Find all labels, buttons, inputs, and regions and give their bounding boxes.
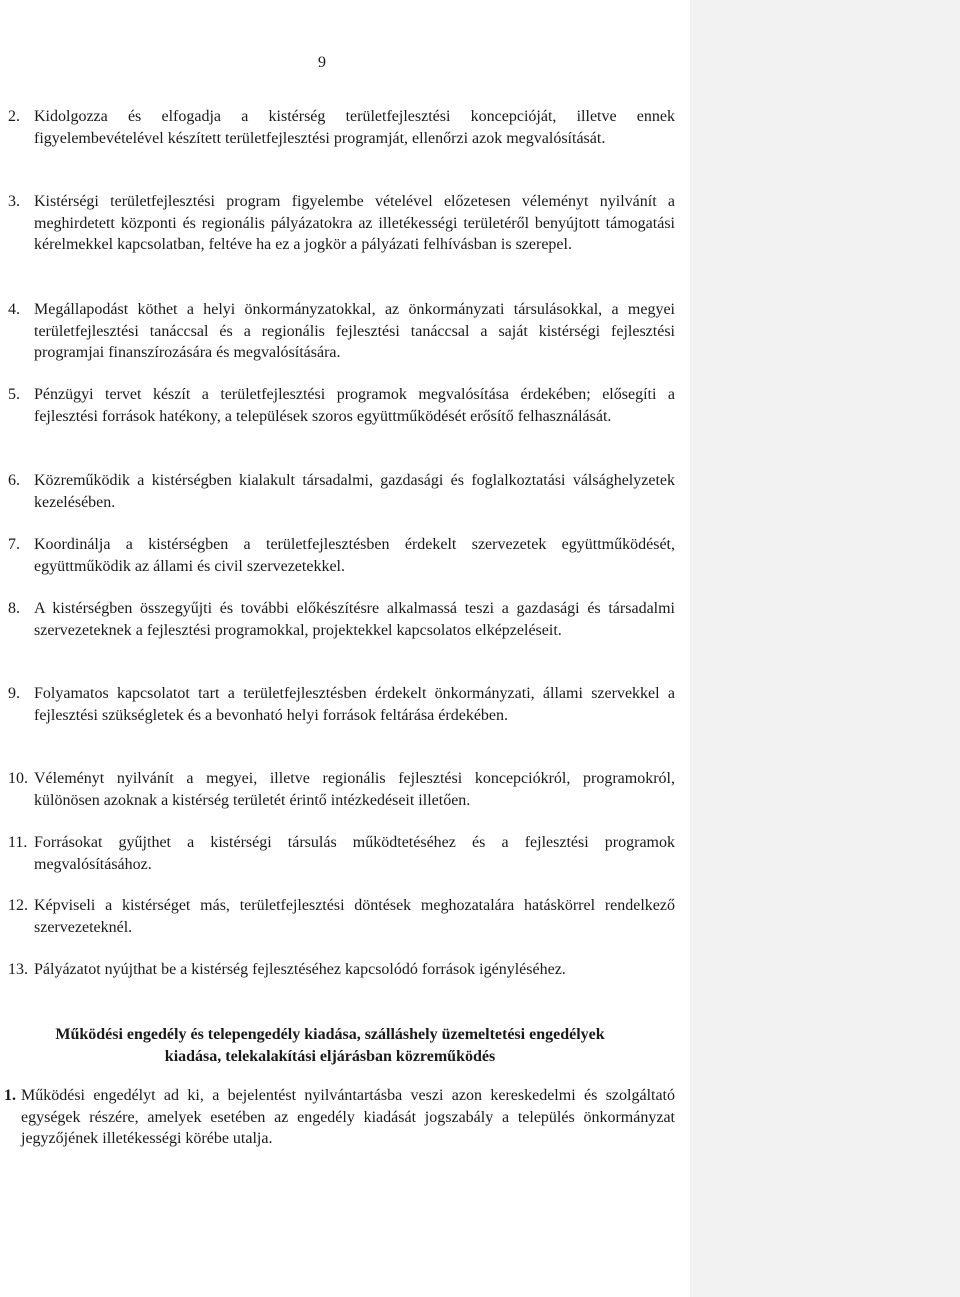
list-item (8, 299, 675, 364)
item-text: Folyamatos kapcsolatot tart a területfejlesztésben érdekelt önkormányzati, állami szervekkel a fejlesztési szükségletek és a bevonható helyi források feltárása érdekében. (34, 685, 675, 724)
item-text: Véleményt nyilvánít a megyei, illetve regionális fejlesztési koncepciókról, programokról, különösen azoknak a kistérség területét érintő intézkedéseit illetően. (34, 770, 675, 809)
section-heading-line2: kiadása, telekalakítási eljárásban közreműködés (164, 1047, 496, 1065)
list-item (8, 768, 675, 811)
page-number: 9 (318, 54, 326, 71)
list-item (8, 470, 675, 513)
list-item (8, 959, 675, 981)
item-number: 12. (8, 897, 28, 914)
list-item (8, 191, 675, 256)
list-item (8, 683, 675, 726)
item-number: 2. (8, 108, 20, 125)
section-item-number: 1. (4, 1087, 16, 1104)
section-item-text: Működési engedélyt ad ki, a bejelentést nyilvántartásba veszi azon kereskedelmi és szolgáltató egységek részére, amelyek esetében az engedély kiadását jogszabály a település önkormányzat jegyzőjének illetékességi körébe utalja. (21, 1087, 675, 1147)
item-number: 6. (8, 472, 20, 489)
section-list-item (4, 1085, 675, 1150)
margin-panel (690, 0, 960, 1297)
item-number: 13. (8, 961, 28, 978)
section-heading (0, 1024, 660, 1067)
item-number: 7. (8, 536, 20, 553)
item-text: Kidolgozza és elfogadja a kistérség területfejlesztési koncepcióját, illetve ennek figyelembevételével készített területfejlesztési programját, ellenőrzi azok megvalósítását. (34, 108, 675, 147)
item-text: Megállapodást köthet a helyi önkormányzatokkal, az önkormányzati társulásokkal, a megyei területfejlesztési tanáccsal és a regionális fejlesztési tanáccsal a saját kistérségi fejlesztési programjai finanszírozására és megvalósítására. (34, 301, 675, 361)
item-number: 3. (8, 193, 20, 210)
item-text: Koordinálja a kistérségben a területfejlesztésben érdekelt szervezetek együttműködését, együttműködik az állami és civil szervezetekkel. (34, 536, 675, 575)
list-item (8, 106, 675, 149)
list-item (8, 832, 675, 875)
section-heading-line1: Működési engedély és telepengedély kiadása, szálláshely üzemeltetési engedélyek (55, 1026, 605, 1043)
item-text: Forrásokat gyűjthet a kistérségi társulás működtetéséhez és a fejlesztési programok megvalósításához. (34, 834, 675, 873)
item-text: Pályázatot nyújthat be a kistérség fejlesztéséhez kapcsolódó források igényléséhez. (34, 961, 566, 978)
item-text: Pénzügyi tervet készít a területfejlesztési programok megvalósítása érdekében; elősegíti a fejlesztési források hatékony, a települések szoros együttműködését erősítő felhasználását. (34, 386, 675, 425)
item-text: Képviseli a kistérséget más, területfejlesztési döntések meghozatalára hatáskörrel rendelkező szervezeteknél. (34, 897, 675, 936)
item-text: Kistérségi területfejlesztési program figyelembe vételével előzetesen véleményt nyilvánít a meghirdetett központi és regionális pályázatokra az illetékességi területéről benyújtott támogatási kérelmekkel kapcsolatban, feltéve ha ez a jogkör a pályázati felhívásban is szerepel. (34, 193, 675, 253)
list-item (8, 598, 675, 641)
item-number: 4. (8, 301, 20, 318)
item-text: A kistérségben összegyűjti és további előkészítésre alkalmassá teszi a gazdasági és társadalmi szervezeteknek a fejlesztési programokkal, projektekkel kapcsolatos elképzeléseit. (34, 600, 675, 639)
list-item (8, 534, 675, 577)
item-number: 9. (8, 685, 20, 702)
item-number: 8. (8, 600, 20, 617)
list-item (8, 384, 675, 427)
list-item (8, 895, 675, 938)
item-number: 11. (8, 834, 28, 851)
item-number: 5. (8, 386, 20, 403)
item-text: Közreműködik a kistérségben kialakult társadalmi, gazdasági és foglalkoztatási válsághelyzetek kezelésében. (34, 472, 675, 511)
item-number: 10. (8, 770, 28, 787)
